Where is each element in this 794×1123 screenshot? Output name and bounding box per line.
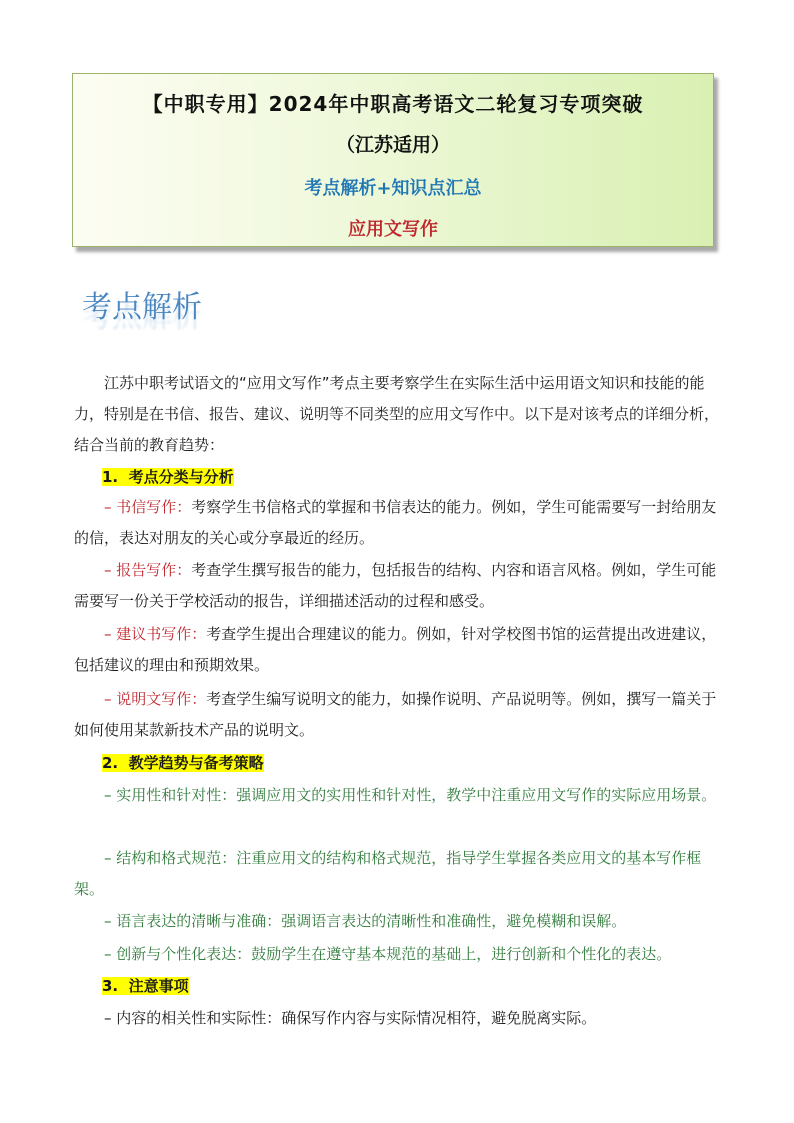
section-heading-text: 教学趋势与备考策略: [128, 754, 264, 772]
section-heading-1: [102, 462, 722, 493]
list-item: – 创新与个性化表达：鼓励学生在遵守基本规范的基础上，进行创新和个性化的表达。: [104, 945, 672, 963]
item-label: – 说明文写作：: [104, 690, 207, 708]
section-heading-2: [102, 748, 722, 779]
section-number: 2.: [102, 754, 119, 772]
list-item: – 实用性和针对性：强调应用文的实用性和针对性，教学中注重应用文写作的实际应用场景。: [104, 786, 717, 804]
document-title: 【中职专用】2024年中职高考语文二轮复习专项突破: [142, 92, 644, 116]
item-text: 考察学生书信格式的掌握和书信表达的能力。例如，学生可能需要写一封给朋友的信，表达对朋友的关心或分享最近的经历。: [74, 498, 717, 547]
item-label: – 报告写作：: [104, 561, 192, 579]
item-label: – 建议书写作：: [104, 625, 207, 643]
document-topic: 考点解析+知识点汇总: [304, 178, 482, 199]
section-heading-text: 考点分类与分析: [128, 468, 234, 486]
document-subtitle: （江苏适用）: [335, 134, 450, 156]
list-item: [74, 684, 722, 746]
list-item: [74, 619, 722, 681]
section-number: 3.: [102, 977, 119, 995]
intro-paragraph: 江苏中职考试语文的“应用文写作”考点主要考察学生在实际生活中运用语文知识和技能的能力，特别是在书信、报告、建议、说明等不同类型的应用文写作中。以下是对该考点的详细分析，结合当前的教育趋势：: [74, 374, 720, 454]
item-text: 考查学生提出合理建议的能力。例如，针对学校图书馆的运营提出改进建议，包括建议的理由和预期效果。: [74, 625, 717, 674]
item-label: – 书信写作：: [104, 498, 192, 516]
list-item: [74, 555, 722, 617]
section-heading-text: 注意事项: [128, 977, 189, 995]
document-subject: 应用文写作: [348, 219, 438, 240]
item-text: 考查学生撰写报告的能力，包括报告的结构、内容和语言风格。例如，学生可能需要写一份关于学校活动的报告，详细描述活动的过程和感受。: [74, 561, 717, 610]
section-heading-1-highlight: [102, 468, 234, 486]
list-item: [74, 492, 722, 554]
section-heading-3-highlight: [102, 977, 189, 995]
list-item: – 内容的相关性和实际性：确保写作内容与实际情况相符，避免脱离实际。: [104, 1009, 597, 1027]
item-text: 考查学生编写说明文的能力，如操作说明、产品说明等。例如，撰写一篇关于如何使用某款新技术产品的说明文。: [74, 690, 717, 739]
section-number: 1.: [102, 468, 119, 486]
header-box: [72, 73, 714, 247]
section-heading-2-highlight: [102, 754, 264, 772]
section-heading-3: [102, 971, 722, 1002]
list-item: – 结构和格式规范：注重应用文的结构和格式规范，指导学生掌握各类应用文的基本写作框架。: [74, 849, 702, 898]
list-item: – 语言表达的清晰与准确：强调语言表达的清晰性和准确性，避免模糊和误解。: [104, 912, 627, 930]
section-title: 考点解析: [82, 290, 202, 325]
